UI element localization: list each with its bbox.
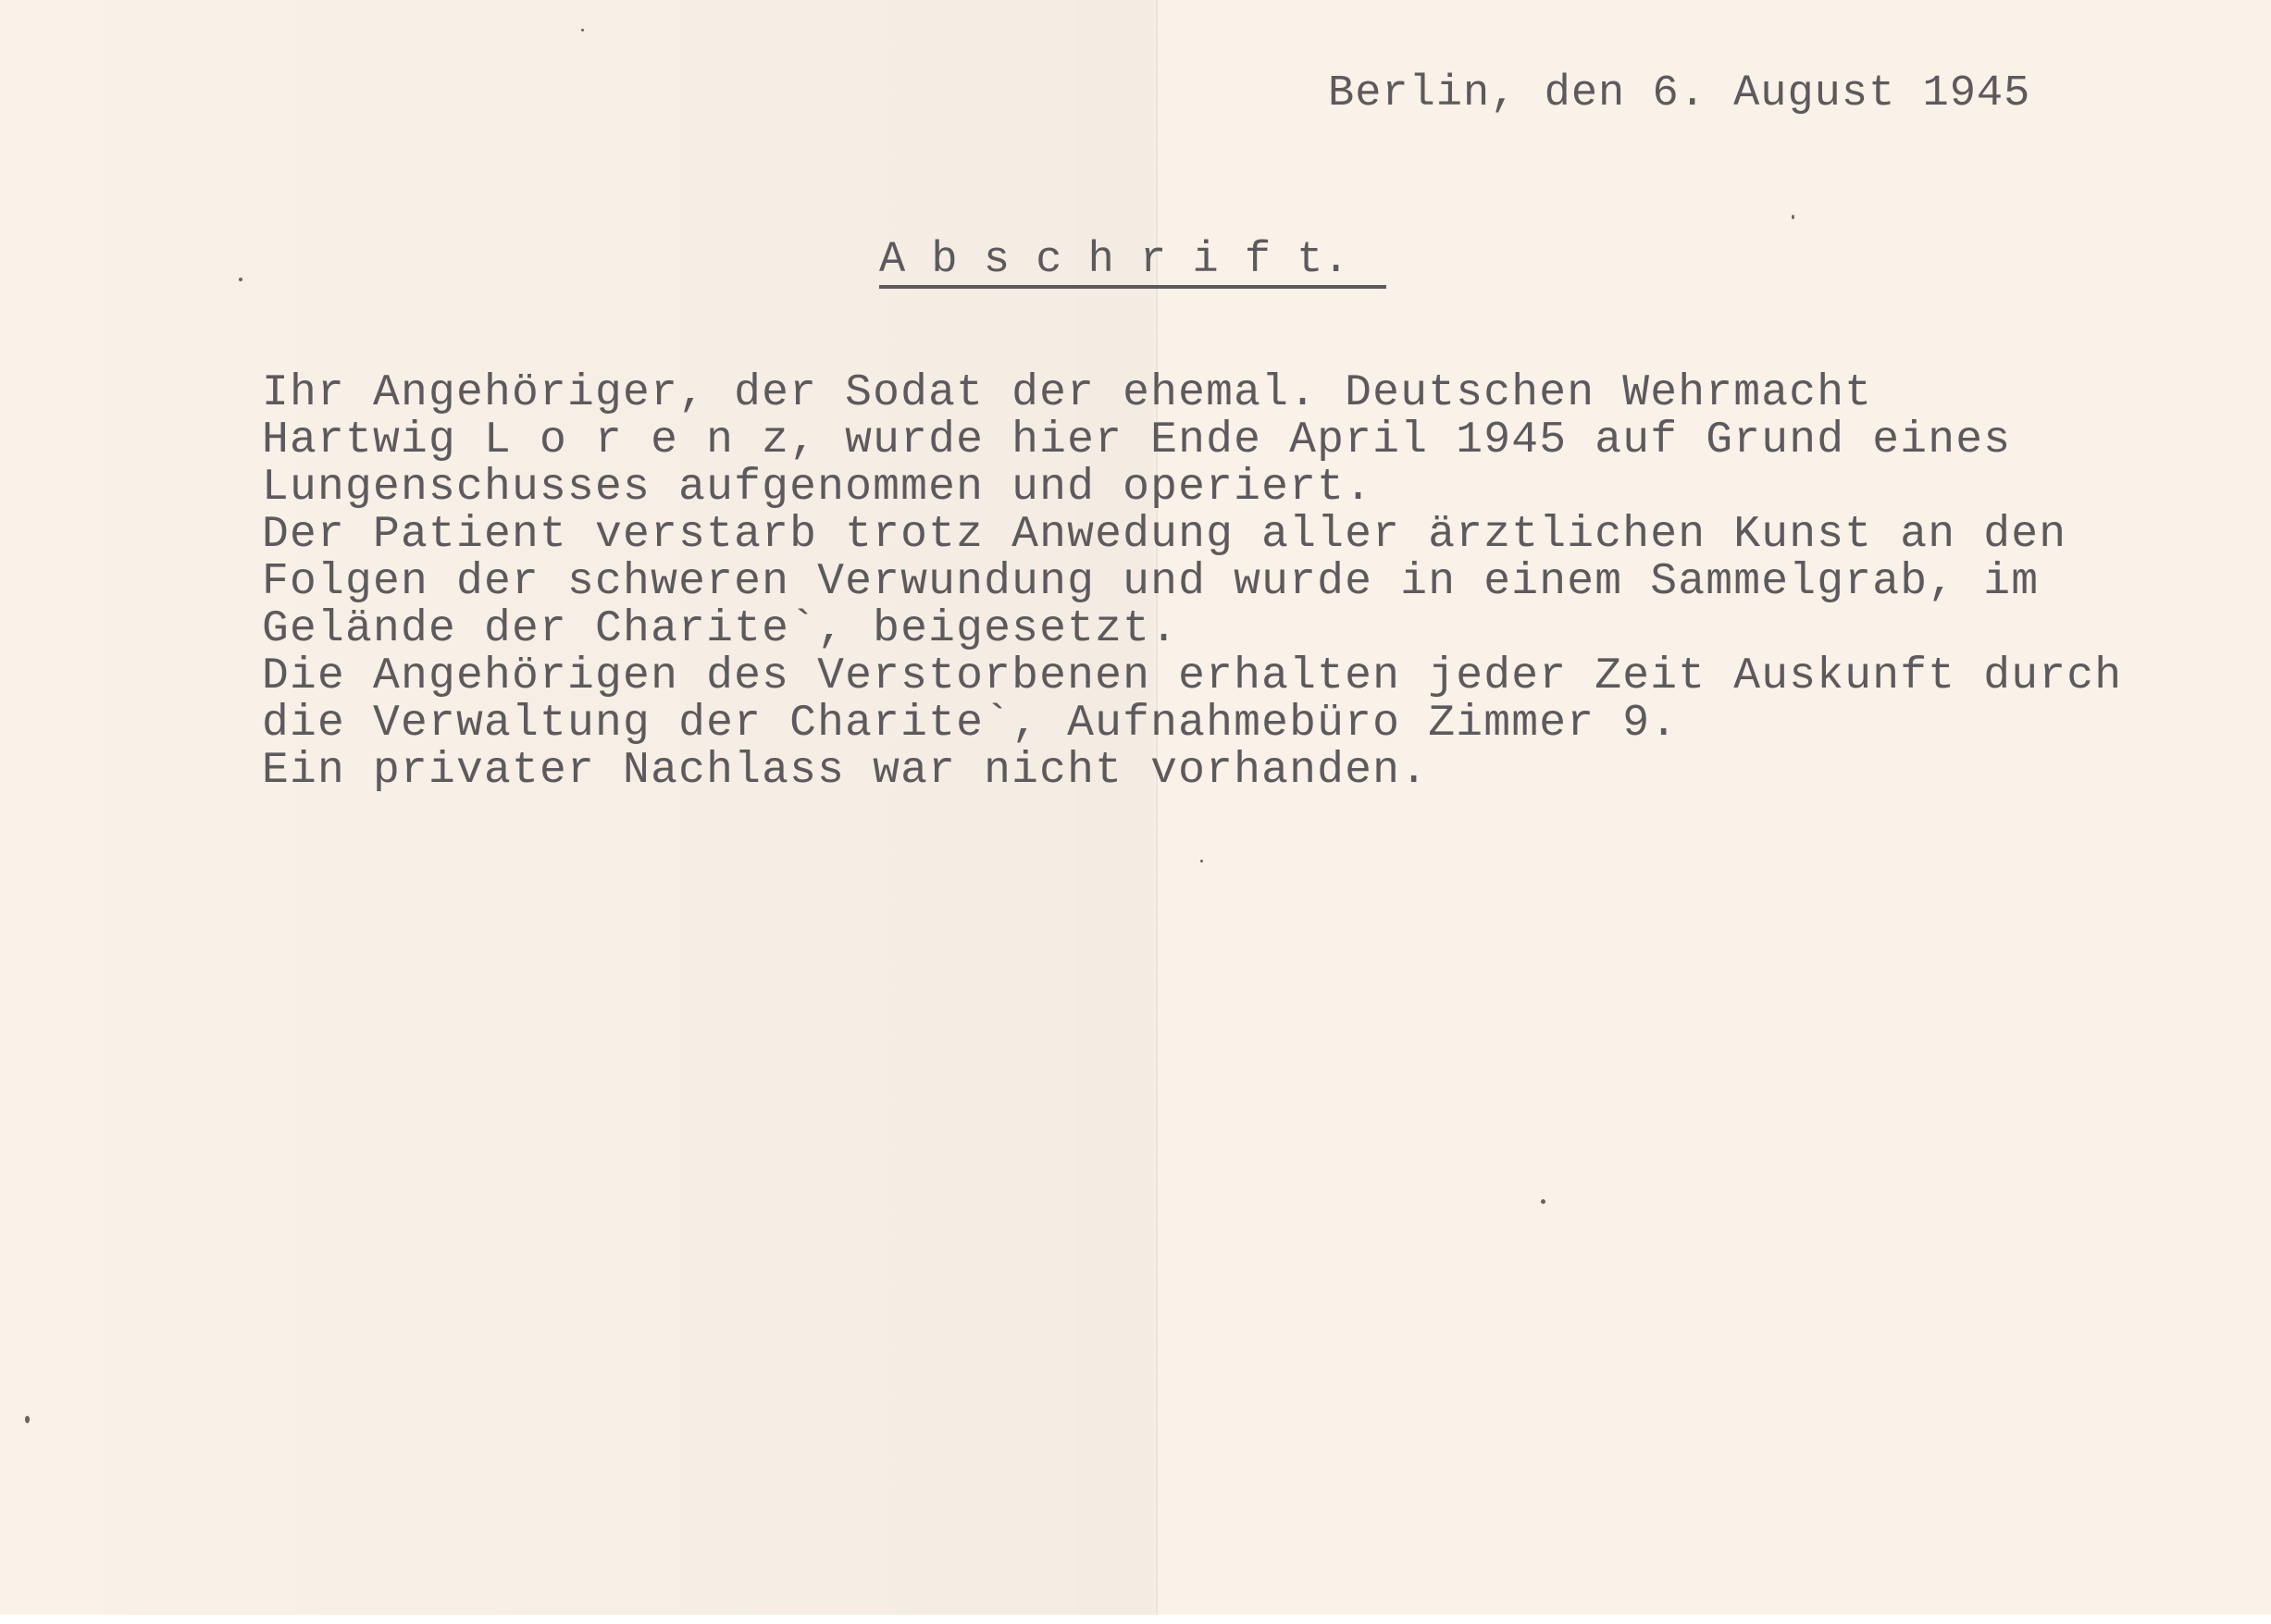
body-line: Die Angehörigen des Verstorbenen erhalten jeder Zeit Auskunft durch bbox=[262, 651, 2123, 701]
body-line: Lungenschusses aufgenommen und operiert. bbox=[262, 463, 1373, 513]
date-line: Berlin, den 6. August 1945 bbox=[1328, 69, 2031, 118]
paper-speck bbox=[1541, 1199, 1545, 1204]
body-line: Der Patient verstarb trotz Anwedung aller ärztlichen Kunst an den bbox=[262, 510, 2067, 560]
body-line: Gelände der Charite`, beigesetzt. bbox=[262, 604, 1179, 654]
body-line: Ihr Angehöriger, der Sodat der ehemal. Deutschen Wehrmacht bbox=[262, 368, 1873, 418]
title-underline bbox=[879, 285, 1386, 289]
body-line: Folgen der schweren Verwundung und wurde in einem Sammelgrab, im bbox=[262, 557, 2040, 607]
paper-speck bbox=[1200, 860, 1203, 862]
paper-speck bbox=[239, 278, 242, 281]
body-line: Hartwig L o r e n z, wurde hier Ende April 1945 auf Grund eines bbox=[262, 415, 2012, 465]
paper-speck bbox=[1792, 215, 1794, 219]
paper-speck bbox=[581, 29, 584, 31]
document-title: A b s c h r i f t. bbox=[879, 236, 1349, 285]
body-line: die Verwaltung der Charite`, Aufnahmebüro Zimmer 9. bbox=[262, 699, 1679, 749]
letter-body bbox=[262, 370, 2122, 795]
paper-speck bbox=[25, 1416, 30, 1423]
body-line: Ein privater Nachlass war nicht vorhanden. bbox=[262, 746, 1429, 796]
